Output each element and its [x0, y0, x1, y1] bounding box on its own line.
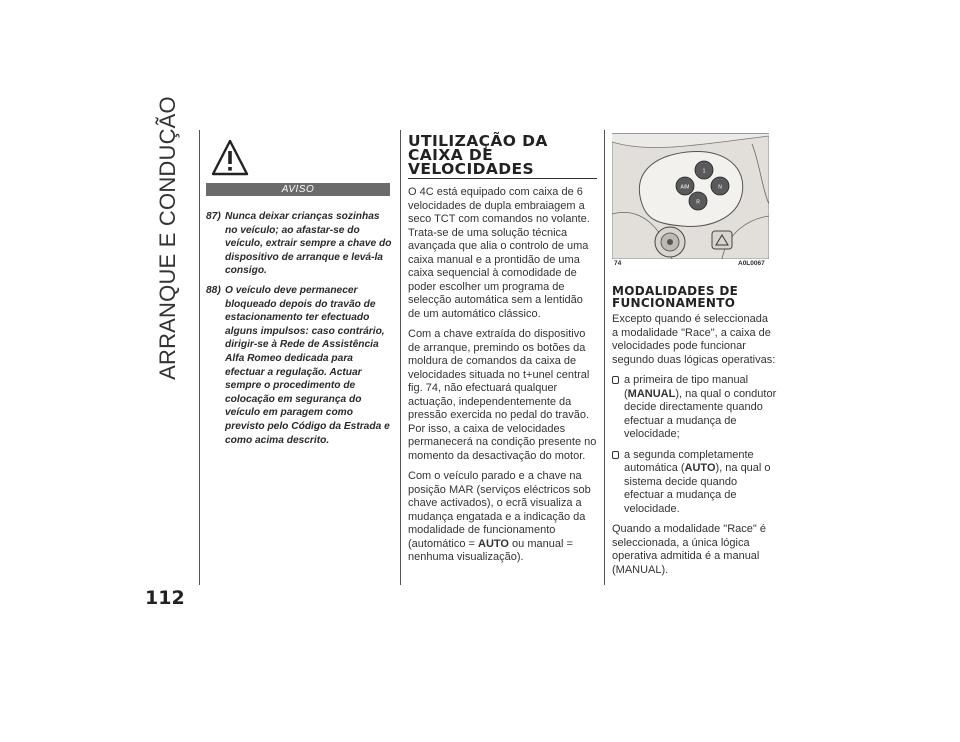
figure-code: A0L0067 — [738, 260, 765, 267]
column-divider-3 — [604, 130, 605, 585]
bold-text: AUTO — [684, 462, 716, 474]
bold-text: MANUAL — [627, 387, 676, 400]
bullet-item — [612, 449, 777, 517]
figure-gear-controls — [612, 133, 769, 259]
text-run: a segunda completamente automática ( — [624, 448, 754, 474]
subsection-body — [612, 313, 777, 584]
chapter-title-text: ARRANQUE E CONDUÇÃO — [155, 95, 181, 380]
paragraph: Excepto quando é seleccionada a modalidade "Race", a caixa de velocidades pode funcionar segundo duas lógicas operativas: — [612, 313, 776, 366]
warning-item — [206, 210, 392, 278]
button-label: A/M — [680, 184, 690, 191]
warning-item-number: 87) — [206, 211, 221, 222]
heading-underline — [408, 178, 597, 179]
text-run: a primeira de tipo manual ( — [624, 374, 749, 400]
paragraph: Com a chave extraída do dispositivo de arranque, premindo os botões da moldura de comandos da caixa de velocidades situada no t+unel central fig. 74, não efectuará qualquer actuação, independentemente da pressão exercida no pedal do travão. Por isso, a caixa de velocidades permanecerá na condição presente no momento da desactivação do motor. — [408, 328, 597, 462]
warning-item-number: 88) — [206, 284, 221, 296]
bold-text: AUTO — [478, 537, 509, 550]
button-label: N — [718, 184, 722, 191]
text-run: ), na qual o condutor decide directamente quando efectuar a mudança de velocidade; — [624, 387, 777, 440]
section-heading: UTILIZAÇÃO DA CAIXA DE VELOCIDADES — [408, 132, 548, 178]
warning-label: AVISO — [281, 184, 315, 195]
checkbox-bullet-icon — [612, 451, 619, 459]
text-run: Com o veículo parado e a chave na posição MAR (serviços eléctricos sob chave activados), o ecrã visualiza a mudança engatada e a indicação da modalidade de funcionamento (automático = — [408, 470, 591, 550]
section-body — [408, 186, 598, 572]
text-run: ou manual = nenhuma visualização). — [408, 537, 573, 563]
column-divider-1 — [199, 130, 200, 585]
warning-item-text: Nunca deixar crianças sozinhas no veículo; ao afastar-se do veículo, extrair sempre a chave do dispositivo de arranque e levá-la consigo. — [225, 211, 392, 277]
paragraph: O 4C está equipado com caixa de 6 velocidades de dupla embraiagem a seco TCT com comandos no volante. Trata-se de uma solução técnica avançada que alia o controlo de uma caixa manual e a prontidão de uma caixa sequencial à comodidade de poder escolher um programa de selecção automática sem a lentidão de um automático clássico. — [408, 186, 590, 320]
page-number: 112 — [145, 587, 185, 609]
button-label: 1 — [702, 168, 706, 175]
figure-number: 74 — [614, 260, 622, 267]
button-label: R — [696, 199, 700, 206]
warning-item-text: O veículo deve permanecer bloqueado depois do travão de estacionamento ter efectuado alguns impulsos: caso contrário, dirigir-se à Rede de Assistência Alfa Romeo dedicada para efectuar a regulação. Actuar sempre o procedimento de colocação em segurança do veículo em paragem como previsto pelo Código da Estrada e como acima descrito. — [225, 284, 390, 446]
chapter-side-title — [148, 95, 188, 380]
paragraph — [408, 470, 598, 565]
paragraph: Quando a modalidade "Race" é seleccionada, a única lógica operativa admitida é a manual (MANUAL). — [612, 523, 766, 576]
subsection-heading: MODALIDADES DE FUNCIONAMENTO — [612, 284, 739, 310]
warning-list — [206, 210, 392, 453]
warning-item — [206, 284, 392, 447]
checkbox-bullet-icon — [612, 376, 619, 384]
bullet-item — [612, 374, 777, 442]
warning-label-bar — [206, 183, 390, 196]
warning-triangle-icon — [211, 139, 249, 177]
gear-console-illustration — [612, 134, 769, 259]
text-run: ), na qual o sistema decide quando efectuar a mudança de velocidade. — [624, 462, 771, 515]
column-divider-2 — [400, 130, 401, 585]
